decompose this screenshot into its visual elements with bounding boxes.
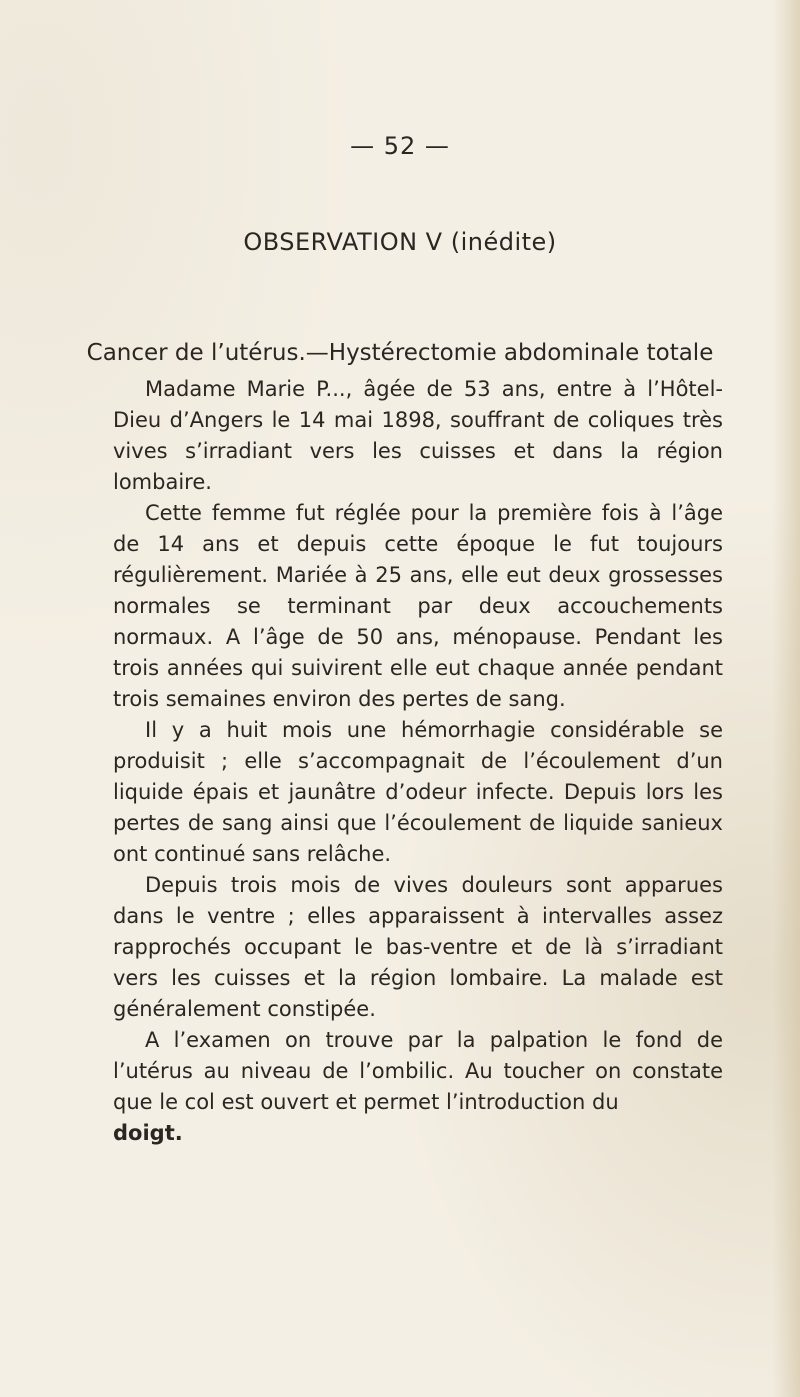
paragraph-2: Cette femme fut réglée pour la première fois à l’âge de 14 ans et depuis cette époque le fut toujours régulièrement. Mariée à 25 ans, elle eut deux grossesses normales se terminant par deux accouchements normaux. A l’âge de 50 ans, ménopause. Pendant les trois années qui suivirent elle eut chaque année pendant trois semaines environ des pertes de sang. (113, 501, 723, 711)
paragraph-1: Madame Marie P..., âgée de 53 ans, entre à l’Hôtel-Dieu d’Angers le 14 mai 1898, souffrant de coliques très vives s’irradiant vers les cuisses et dans la région lombaire. (113, 377, 723, 494)
page-number: — 52 — (350, 132, 450, 160)
paragraph-5: A l’examen on trouve par la palpation le fond de l’utérus au niveau de l’ombilic. Au toucher on constate que le col est ouvert et permet l’introduction du (113, 1028, 723, 1114)
body-text (113, 374, 723, 1149)
paragraph-3: Il y a huit mois une hémorrhagie considérable se produisit ; elle s’accompagnait de l’écoulement d’un liquide épais et jaunâtre d’odeur infecte. Depuis lors les pertes de sang ainsi que l’écoulement de liquide sanieux ont continué sans relâche. (113, 718, 723, 866)
last-word: doigt. (113, 1121, 183, 1145)
page-edge-shadow (772, 0, 800, 1397)
observation-subtitle: Cancer de l’utérus.—Hystérectomie abdominale totale (86, 340, 714, 366)
observation-title: OBSERVATION V (inédite) (243, 228, 557, 256)
paragraph-4: Depuis trois mois de vives douleurs sont apparues dans le ventre ; elles apparaissent à intervalles assez rapprochés occupant le bas-ventre et de là s’irradiant vers les cuisses et la région lombaire. La malade est généralement constipée. (113, 873, 723, 1021)
